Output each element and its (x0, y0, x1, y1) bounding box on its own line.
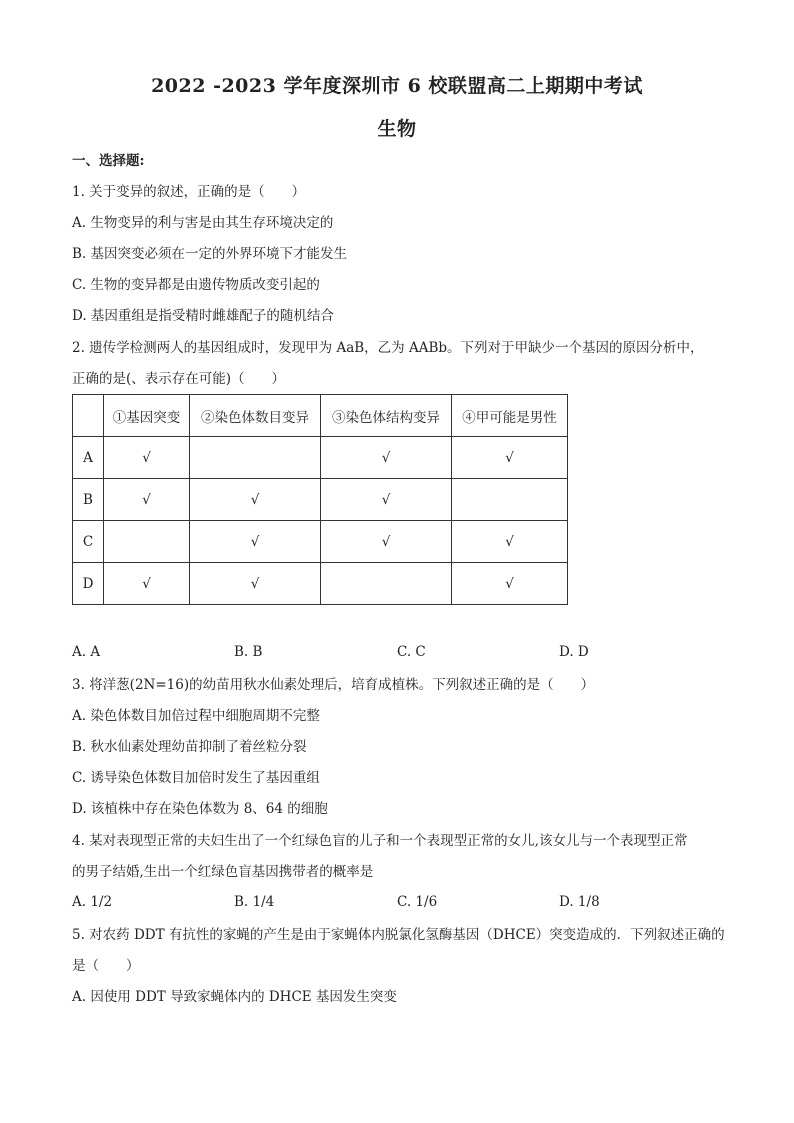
subject-title: 生物 (377, 118, 417, 140)
table-cell: √ (190, 521, 321, 563)
q1-option-d: D. 基因重组是指受精时雌雄配子的随机结合 (72, 308, 334, 324)
q2-stem-line1: 2. 遗传学检测两人的基因组成时，发现甲为 AaB，乙为 AABb。下列对于甲缺少一个基因的原因分析中， (72, 340, 704, 356)
q3-stem: 3. 将洋葱(2N=16)的幼苗用秋水仙素处理后，培育成植株。下列叙述正确的是（ ） (72, 677, 595, 693)
q2-option-a: A. A (72, 644, 101, 660)
q2-answer-table (72, 394, 568, 605)
q3-option-c: C. 诱导染色体数目加倍时发生了基因重组 (72, 770, 320, 786)
table-header-cell: ②染色体数目变异 (190, 395, 321, 437)
q4-option-c: C. 1/6 (397, 894, 438, 910)
table-cell: √ (321, 521, 452, 563)
q5-option-a: A. 因使用 DDT 导致家蝇体内的 DHCE 基因发生突变 (72, 989, 397, 1005)
q1-option-c: C. 生物的变异都是由遗传物质改变引起的 (72, 277, 320, 293)
q5-stem-line1: 5. 对农药 DDT 有抗性的家蝇的产生是由于家蝇体内脱氯化氢酶基因（DHCE）突变造成的．下列叙述正确的 (72, 927, 725, 943)
q3-option-a: A. 染色体数目加倍过程中细胞周期不完整 (72, 708, 320, 724)
table-row-label: D (73, 563, 104, 605)
section-heading: 一、选择题: (72, 153, 145, 169)
q4-option-a: A. 1/2 (72, 894, 113, 910)
table-cell: √ (190, 479, 321, 521)
table-row (73, 437, 568, 479)
table-cell: √ (104, 563, 190, 605)
table-header-cell: ①基因突变 (104, 395, 190, 437)
q2-option-c: C. C (397, 644, 426, 660)
table-row (73, 563, 568, 605)
table-cell: √ (452, 563, 568, 605)
table-cell: √ (104, 479, 190, 521)
table-cell (190, 437, 321, 479)
table-row (73, 479, 568, 521)
table-cell: √ (321, 479, 452, 521)
q1-option-a: A. 生物变异的利与害是由其生存环境决定的 (72, 215, 334, 231)
q4-stem-line2: 的男子结婚,生出一个红绿色盲基因携带者的概率是 (72, 864, 374, 880)
table-header-row (73, 395, 568, 437)
table-row-label: A (73, 437, 104, 479)
q2-options-row (72, 644, 672, 662)
table-row-label: B (73, 479, 104, 521)
q4-option-d: D. 1/8 (559, 894, 600, 910)
q4-stem-line1: 4. 某对表现型正常的夫妇生出了一个红绿色盲的儿子和一个表现型正常的女儿,该女儿与一个表现型正常 (72, 833, 688, 849)
table-cell (104, 521, 190, 563)
table-header-cell: ③染色体结构变异 (321, 395, 452, 437)
table-header-cell (73, 395, 104, 437)
table-cell: √ (452, 521, 568, 563)
table-header-cell: ④甲可能是男性 (452, 395, 568, 437)
table-cell: √ (190, 563, 321, 605)
q5-stem-line2: 是（ ） (72, 958, 140, 974)
q3-option-d: D. 该植株中存在染色体数为 8、64 的细胞 (72, 801, 328, 817)
q1-option-b: B. 基因突变必须在一定的外界环境下才能发生 (72, 246, 348, 262)
q4-option-b: B. 1/4 (234, 894, 275, 910)
q2-stem-line2: 正确的是(、表示存在可能)（ ） (72, 371, 286, 387)
table-cell (452, 479, 568, 521)
table-cell: √ (321, 437, 452, 479)
q2-option-b: B. B (234, 644, 263, 660)
q3-option-b: B. 秋水仙素处理幼苗抑制了着丝粒分裂 (72, 739, 307, 755)
table-row-label: C (73, 521, 104, 563)
q2-option-d: D. D (559, 644, 589, 660)
table-cell (321, 563, 452, 605)
q4-options-row (72, 894, 672, 912)
table-row (73, 521, 568, 563)
q1-stem: 1. 关于变异的叙述，正确的是（ ） (72, 184, 306, 200)
table-cell: √ (104, 437, 190, 479)
table-cell: √ (452, 437, 568, 479)
exam-title: 2022 -2023 学年度深圳市 6 校联盟高二上期期中考试 (151, 75, 643, 97)
